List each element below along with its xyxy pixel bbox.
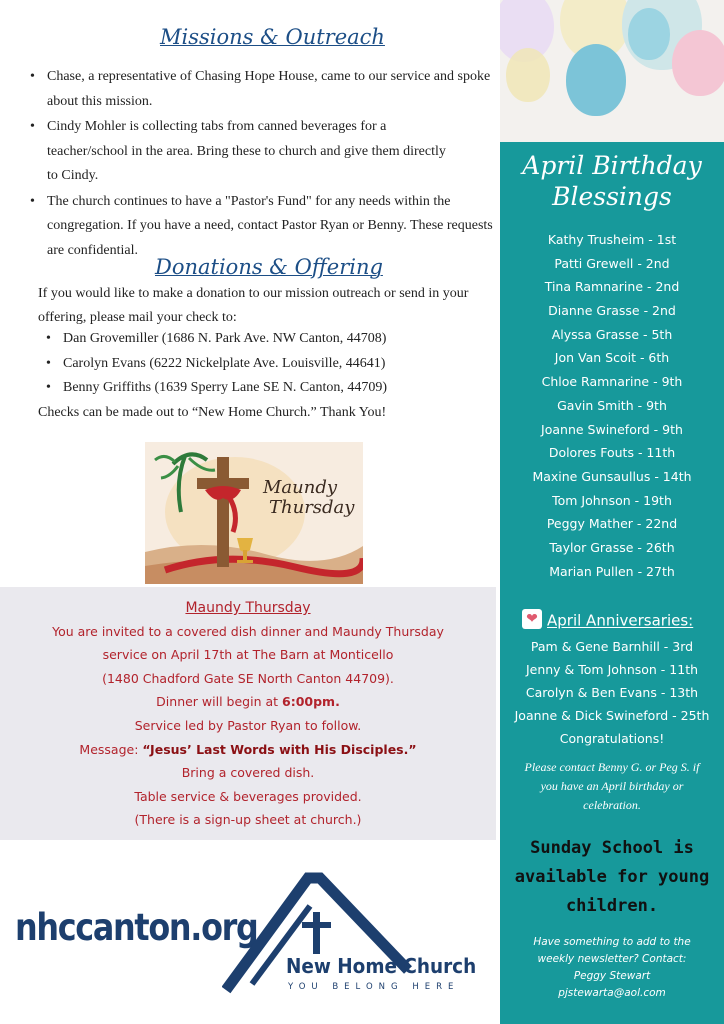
birthday-entry: Dolores Fouts - 11th — [548, 445, 676, 461]
anniversaries-heading: ❤ April Anniversaries: — [522, 611, 722, 631]
birthday-entry: Tom Johnson - 19th — [552, 492, 672, 508]
maundy-thursday-text — [0, 596, 496, 832]
contact-note: Please contact Benny G. or Peg S. if you have an April birthday or celebration. — [524, 760, 700, 812]
missions-heading: Missions & Outreach — [160, 25, 385, 49]
anniversary-congrats: Congratulations! — [559, 731, 665, 746]
birthday-entry: Joanne Swineford - 9th — [541, 421, 683, 437]
maundy-title: Maundy Thursday — [185, 600, 311, 616]
sunday-school-notice: Sunday School is available for young children. — [514, 838, 710, 916]
maundy-line: You are invited to a covered dish dinner and Maundy Thursday — [52, 623, 444, 639]
heart-icon: ❤ — [522, 609, 542, 629]
anniversaries-list — [500, 635, 724, 750]
donation-address: • Carolyn Evans (6222 Nickelplate Ave. Louisville, 44641) — [46, 352, 486, 377]
birthday-entry: Tina Ramnarine - 2nd — [544, 279, 680, 295]
maundy-line: Bring a covered dish. — [181, 765, 315, 781]
church-logo — [222, 872, 490, 998]
maundy-line: Table service & beverages provided. — [134, 788, 362, 804]
donations-intro: If you would like to make a donation to our mission outreach or send in your offering, please mail your check to: — [38, 286, 469, 325]
donations-closing: Checks can be made out to “New Home Church.” Thank You! — [38, 405, 387, 420]
birthday-entry: Jon Van Scoit - 6th — [554, 350, 670, 366]
donations-heading: Donations & Offering — [155, 255, 383, 279]
birthday-entry: Kathy Trusheim - 1st — [547, 232, 677, 247]
birthday-entry: Taylor Grasse - 26th — [549, 539, 675, 555]
maundy-thursday-image — [145, 442, 363, 584]
logo-tagline: YOU BELONG HERE — [288, 982, 460, 992]
contact-email[interactable]: pjstewarta@aol.com — [558, 987, 666, 999]
anniversary-entry: Jenny & Tom Johnson - 11th — [525, 662, 699, 677]
missions-list — [30, 65, 496, 263]
missions-item: • The church continues to have a "Pastor's Fund" for any needs within the congregation. If you have a need, contact Pastor Ryan or Benny. These requests are confidential. — [30, 190, 496, 264]
missions-item: • Cindy Mohler is collecting tabs from canned beverages for a teacher/school in the area. Bring these to church and give them directly to Cindy. — [30, 115, 496, 189]
birthday-entry: Dianne Grasse - 2nd — [548, 303, 676, 319]
birthday-entry: Marian Pullen - 27th — [549, 563, 675, 579]
maundy-line: Service led by Pastor Ryan to follow. — [134, 717, 362, 733]
birthday-entry: Maxine Gunsaullus - 14th — [532, 468, 692, 484]
dinner-time: 6:00pm. — [282, 694, 340, 710]
message-title: “Jesus’ Last Words with His Disciples.” — [142, 741, 417, 757]
birthday-heading: April Birthday Blessings — [522, 151, 702, 211]
maundy-line: (There is a sign-up sheet at church.) — [134, 812, 362, 828]
donation-address: • Dan Grovemiller (1686 N. Park Ave. NW Canton, 44708) — [46, 327, 486, 352]
house-cross-icon — [222, 872, 490, 998]
balloons-image — [500, 0, 724, 142]
donation-address: • Benny Griffiths (1639 Sperry Lane SE N. Canton, 44709) — [46, 376, 486, 401]
birthday-entry: Gavin Smith - 9th — [557, 397, 667, 413]
anniversary-entry: Joanne & Dick Swineford - 25th — [514, 708, 710, 723]
missions-item: • Chase, a representative of Chasing Hope House, came to our service and spoke about this mission. — [30, 65, 496, 114]
birthday-entry: Alyssa Grasse - 5th — [551, 326, 673, 342]
maundy-line: service on April 17th at The Barn at Monticello — [102, 647, 394, 663]
anniversary-entry: Carolyn & Ben Evans - 13th — [525, 685, 699, 700]
birthday-entry: Chloe Ramnarine - 9th — [541, 374, 683, 390]
birthday-entry: Patti Grewell - 2nd — [554, 255, 670, 271]
birthday-list — [500, 228, 724, 583]
maundy-dinner-line: Dinner will begin at 6:00pm. — [156, 694, 340, 710]
maundy-message-line: Message: “Jesus’ Last Words with His Disciples.” — [79, 741, 417, 757]
maundy-line: (1480 Chadford Gate SE North Canton 44709). — [102, 670, 394, 686]
donations-address-list — [46, 327, 486, 401]
website-url[interactable]: nhccanton.org — [15, 906, 258, 949]
maundy-image-caption: Maundy Thursday — [263, 477, 355, 518]
logo-name: New Home Church — [286, 954, 477, 978]
birthday-entry: Peggy Mather - 22nd — [546, 516, 678, 532]
anniversary-entry: Pam & Gene Barnhill - 3rd — [530, 639, 694, 654]
newsletter-contact: Have something to add to the weekly newsletter? Contact: Peggy Stewart pjstewarta@aol.com — [515, 934, 709, 1002]
